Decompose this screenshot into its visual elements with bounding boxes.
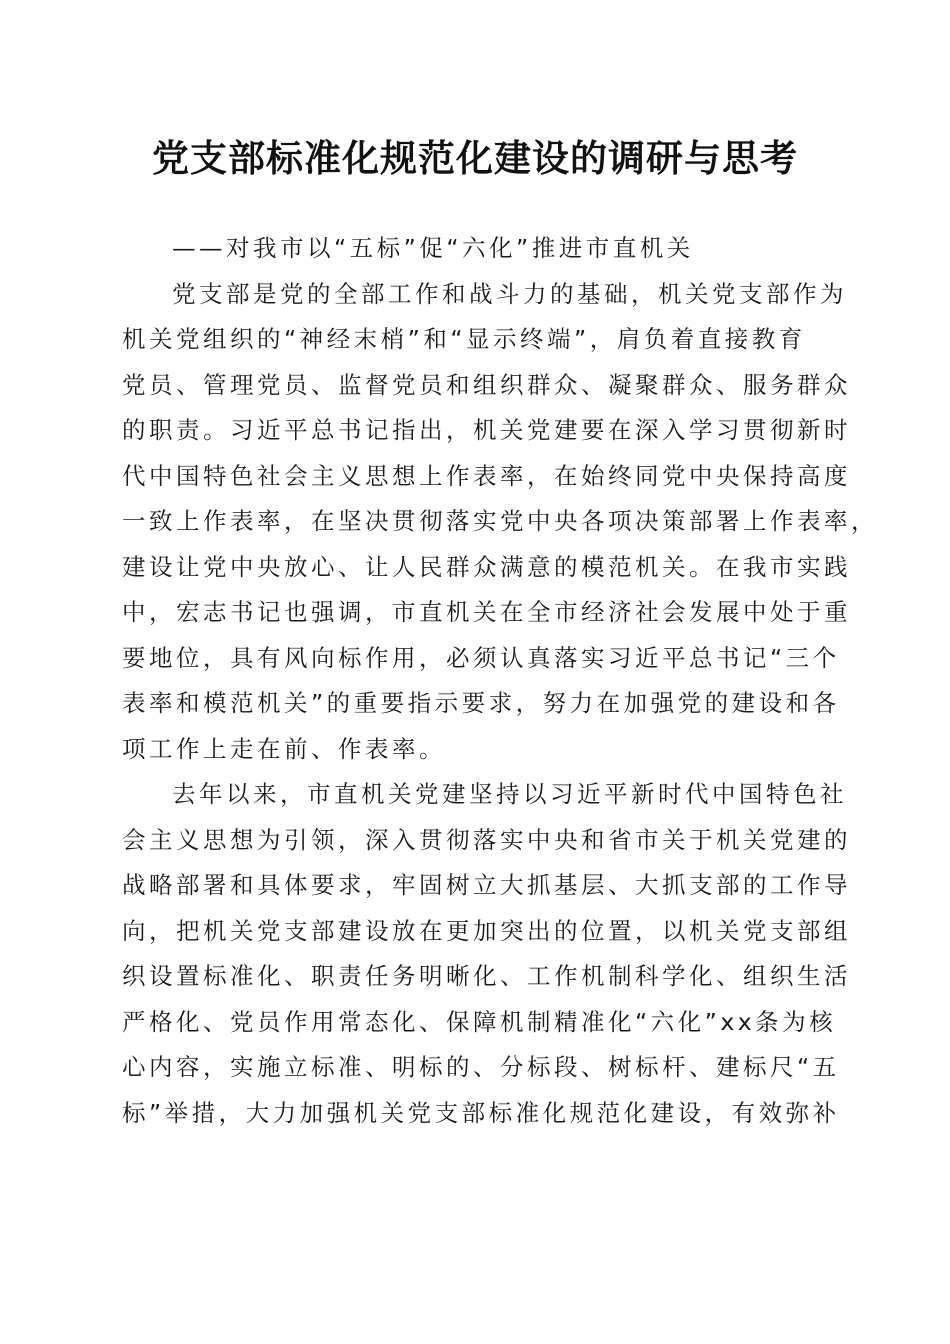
paragraph-1-line: 要地位，具有风向标作用，必须认真落实习近平总书记“三个 (122, 643, 840, 672)
paragraph-1-line: 中，宏志书记也强调，市直机关在全市经济社会发展中处于重 (122, 598, 851, 626)
paragraph-1-line: 代中国特色社会主义思想上作表率，在始终同党中央保持高度 (122, 461, 851, 490)
paragraph-1-line: 机关党组织的“神经末梢”和“显示终端”，肩负着直接教育 (122, 325, 806, 353)
document-body (122, 226, 878, 1136)
paragraph-2-line: 心内容，实施立标准、明标的、分标段、树标杆、建标尺“五 (122, 1053, 840, 1081)
paragraph-2-line: 向，把机关党支部建设放在更加突出的位置，以机关党支部组 (122, 916, 851, 945)
paragraph-1-line: 的职责。习近平总书记指出，机关党建要在深入学习贯彻新时 (122, 416, 851, 444)
subtitle-line: ——对我市以“五标”促“六化”推进市直机关 (172, 234, 694, 262)
paragraph-2-line: 战略部署和具体要求，牢固树立大抓基层、大抓支部的工作导 (122, 871, 851, 899)
paragraph-2-line: 去年以来，市直机关党建坚持以习近平新时代中国特色社 (172, 780, 847, 808)
document-title: 党支部标准化规范化建设的调研与思考 (152, 136, 798, 180)
paragraph-1-line: 党支部是党的全部工作和战斗力的基础，机关党支部作为 (172, 279, 847, 308)
paragraph-2-line: 标”举措，大力加强机关党支部标准化规范化建设，有效弥补 (122, 1098, 840, 1127)
paragraph-1-line: 表率和模范机关”的重要指示要求，努力在加强党的建设和各 (122, 689, 840, 717)
paragraph-2-line: 会主义思想为引领，深入贯彻落实中央和省市关于机关党建的 (122, 825, 851, 854)
paragraph-2-line: 织设置标准化、职责任务明晰化、工作机制科学化、组织生活 (122, 962, 851, 990)
paragraph-1-line: 建设让党中央放心、让人民群众满意的模范机关。在我市实践 (122, 552, 851, 581)
paragraph-1-line: 一致上作表率，在坚决贯彻落实党中央各项决策部署上作表率， (122, 507, 878, 535)
paragraph-1-line: 项工作上走在前、作表率。 (122, 734, 446, 763)
paragraph-1-line: 党员、管理党员、监督党员和组织群众、凝聚群众、服务群众 (122, 370, 851, 399)
paragraph-2-line: 严格化、党员作用常态化、保障机制精准化“六化”xx条为核 (122, 1007, 837, 1036)
